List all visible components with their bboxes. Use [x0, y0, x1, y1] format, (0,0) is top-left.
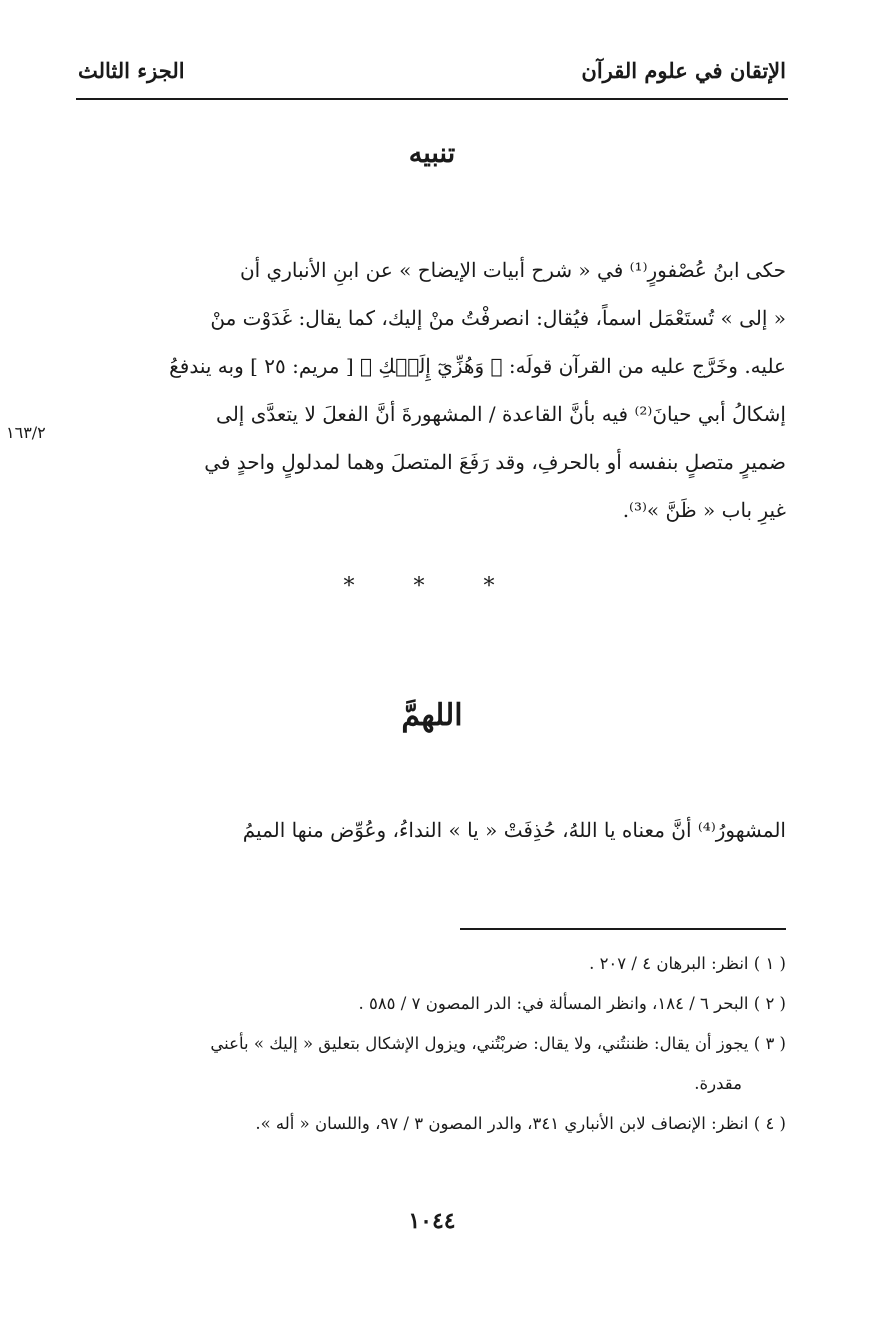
book-title: الإتقان في علوم القرآن	[581, 58, 786, 83]
text-line: حكى ابنُ عُصْفورٍ⁽¹⁾ في « شرح أبيات الإيضاح » عن ابنِ الأنباري أن	[239, 258, 786, 282]
page-number: ١٠٤٤	[408, 1208, 456, 1234]
text-line: عليه. وخَرَّج عليه من القرآن قولَه: ﴿ وَهُزِّيٓ إِلَيۡكِ ﴾ [ مريم: ٢٥ ] وبه يندفعُ	[169, 354, 786, 378]
footnote-3-continued: مقدرة.	[694, 1074, 742, 1093]
section-title-tanbih: تنبيه	[408, 138, 456, 169]
part-label: الجزء الثالث	[78, 58, 185, 83]
footnote-2: ( ٢ ) البحر ٦ / ١٨٤، وانظر المسألة في: الدر المصون ٧ / ٥٨٥ .	[358, 994, 786, 1013]
section1-paragraph	[78, 246, 786, 534]
footnote-1: ( ١ ) انظر: البرهان ٤ / ٢٠٧ .	[589, 954, 786, 973]
footnote-rule	[460, 928, 786, 930]
running-header	[78, 58, 786, 94]
footnotes	[78, 944, 786, 1144]
text-line: المشهورُ⁽⁴⁾ أنَّ معناه يا اللهُ، حُذِفَتْ « يا » النداءُ، وعُوِّض منها الميمُ	[242, 818, 786, 842]
margin-reference: ١٦٣/٢	[6, 423, 46, 442]
section-separator: * * *	[343, 574, 521, 599]
text-line: « إلى » تُستَعْمَل اسماً، فيُقال: انصرفْتُ منْ إليك، كما يقال: غَدَوْت منْ	[210, 306, 786, 330]
header-rule	[76, 98, 788, 100]
text-line: غيرِ باب « ظَنَّ »⁽³⁾.	[622, 498, 786, 522]
text-line: إشكالُ أبي حيانَ⁽²⁾ فيه بأنَّ القاعدة / المشهورةَ أنَّ الفعلَ لا يتعدَّى إلى	[216, 402, 786, 426]
footnote-4: ( ٤ ) انظر: الإنصاف لابن الأنباري ٣٤١، والدر المصون ٣ / ٩٧، واللسان « أله ».	[255, 1114, 786, 1133]
section-title-allahumma: اللهمَّ	[401, 698, 463, 733]
footnote-3: ( ٣ ) يجوز أن يقال: ظننتُني، ولا يقال: ضربْتُني، ويزول الإشكال بتعليق « إليك » بأعني	[210, 1034, 786, 1053]
section2-paragraph	[78, 806, 786, 854]
text-line: ضميرٍ متصلٍ بنفسه أو بالحرفِ، وقد رَفَعَ المتصلَ وهما لمدلولٍ واحدٍ في	[204, 450, 786, 474]
